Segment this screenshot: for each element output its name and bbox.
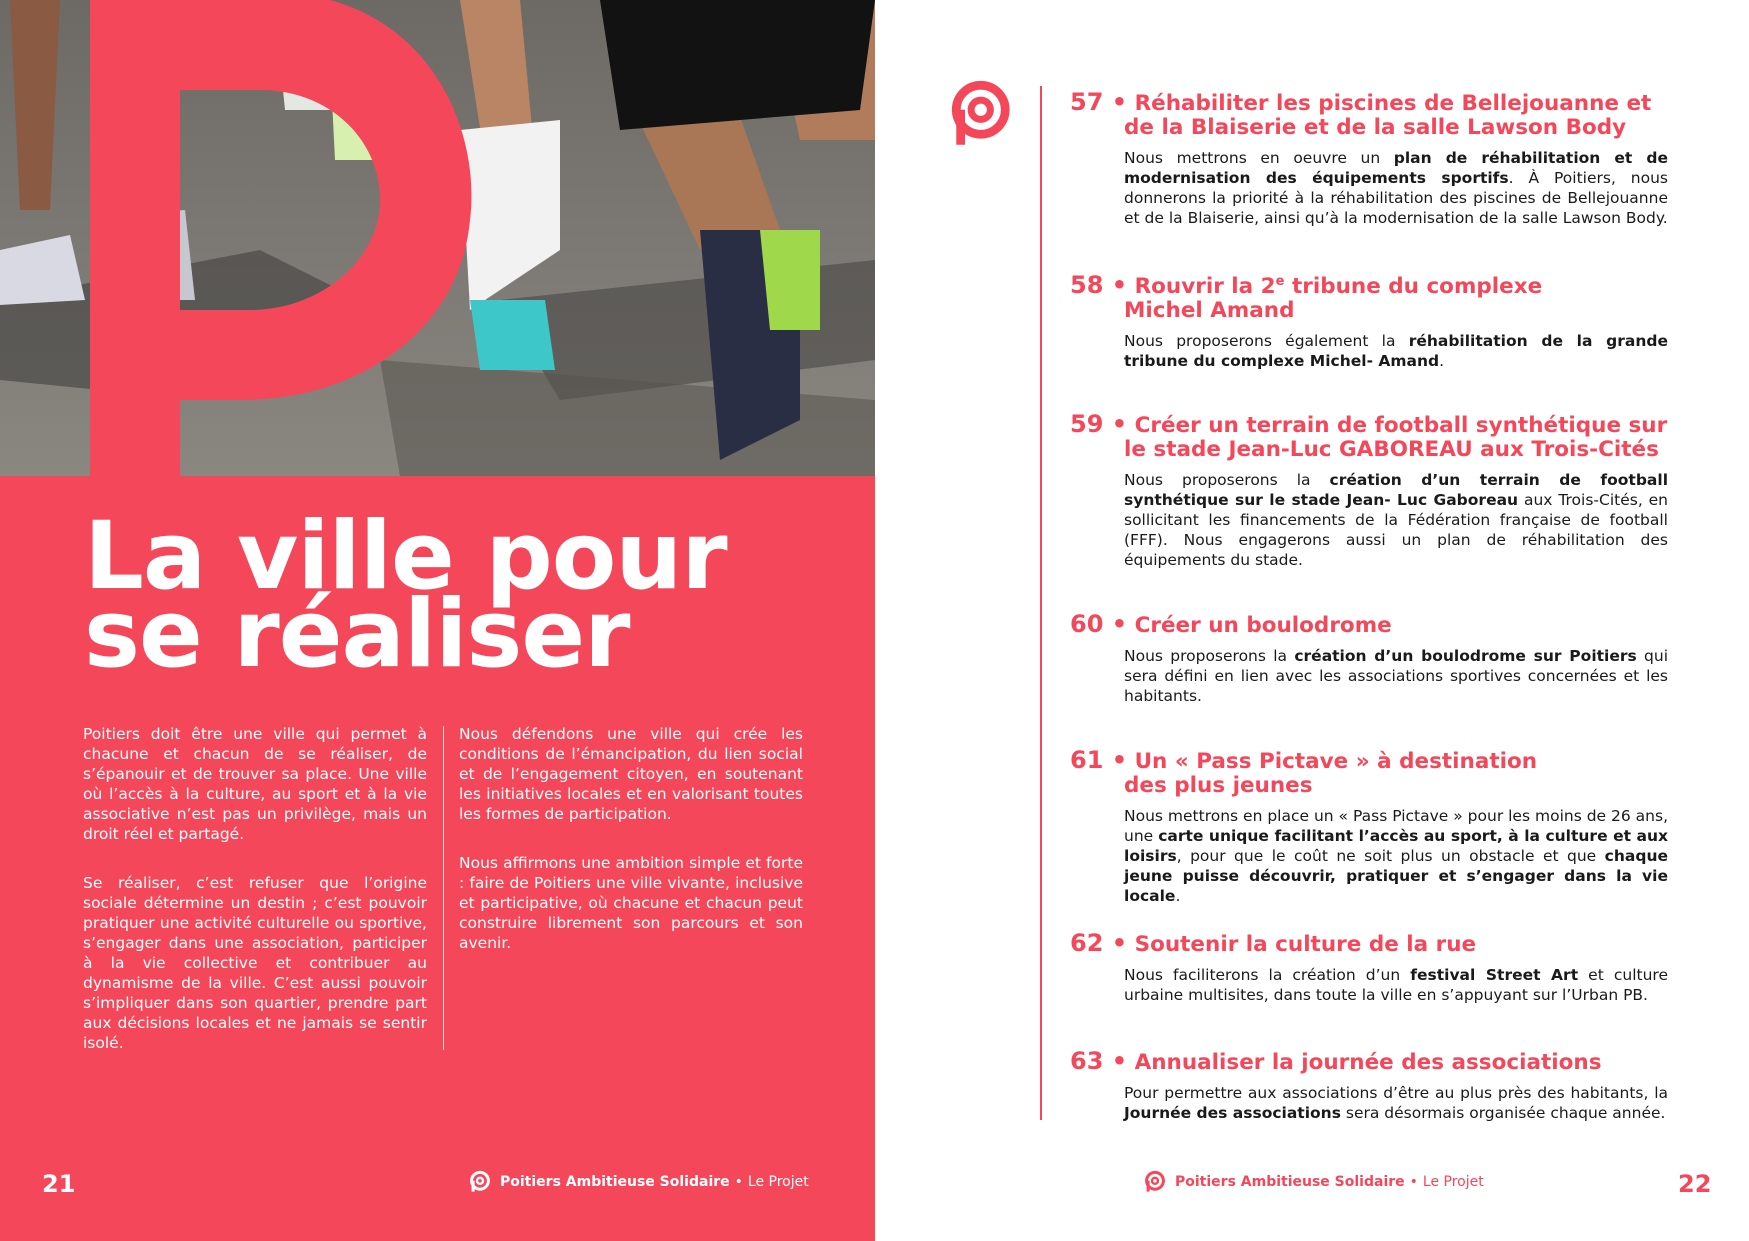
proposal-number: 57 •	[1070, 88, 1128, 116]
proposal-60	[1070, 612, 1668, 706]
intro-paragraph: Nous défendons une ville qui crée les conditions de l’émancipation, du lien social et de l’engagement citoyen, en soutenant les initiatives locales et en valorisant toutes les formes de participation.	[459, 725, 803, 823]
proposal-text: Nous proposerons la création d’un terrain de football synthétique sur le stade Jean- Luc Gaboreau aux Trois-Cités, en sollicitant les financements de la Fédération française de football (FFF). Nous engagerons aussi un plan de réhabilitation des équipements du stade.	[1124, 471, 1669, 569]
proposal-number: 58 •	[1070, 271, 1128, 300]
proposal-58	[1070, 270, 1668, 371]
proposal-text: Nous mettrons en oeuvre un plan de réhabilitation et de modernisation des équipements sportifs. À Poitiers, nous donnerons la priorité à la réhabilitation des piscines de Bellejouanne et de la Blaiserie, ainsi qu’à la modernisation de la salle Lawson Body.	[1124, 149, 1668, 227]
column-divider	[443, 726, 444, 1050]
proposal-number: 62 •	[1070, 929, 1128, 957]
footer-section: Le Projet	[747, 1174, 809, 1190]
footer-dot: •	[1409, 1174, 1418, 1190]
proposal-text: Nous proposerons la création d’un boulodrome sur Poitiers qui sera défini en lien avec les associations sportives concernées et les habitants.	[1124, 647, 1669, 705]
proposal-text: Nous faciliterons la création d’un festival Street Art et culture urbaine multisites, dans toute la ville en s’appuyant sur l’Urban PB.	[1124, 966, 1668, 1004]
proposal-title	[1070, 612, 1668, 638]
proposal-63	[1070, 1049, 1668, 1123]
intro-paragraph: Se réaliser, c’est refuser que l’origine sociale détermine un destin ; c’est pouvoir pratiquer une activité culturelle ou sportive, s’engager dans une association, participer à la vie collective et contribuer au dynamisme de la ville. C’est aussi pouvoir s’impliquer dans son quartier, prendre part aux décisions locales et ne jamais se sentir isolé.	[83, 874, 427, 1052]
brand-logo-icon	[944, 80, 1014, 150]
proposal-57	[1070, 90, 1668, 228]
proposal-text: Nous proposerons également la réhabilitation de la grande tribune du complexe Michel- Amand.	[1124, 332, 1668, 371]
proposal-title	[1070, 412, 1668, 462]
brand-logo-icon	[1143, 1170, 1167, 1194]
proposal-title-line1: Un « Pass Pictave » à destination	[1134, 749, 1538, 774]
intro-column-1	[83, 724, 427, 1082]
intro-paragraph: Poitiers doit être une ville qui permet à chacune et chacun de se réaliser, de s’épanouir et de trouver sa place. Une ville où l’accès à la culture, au sport et à la vie associative n’est pas un privilège, mais un droit réel et partagé.	[83, 725, 427, 843]
footer-section: Le Projet	[1422, 1174, 1484, 1190]
brand-logo-icon	[468, 1170, 492, 1194]
proposal-title-line1: Créer un terrain de football synthétique sur	[1134, 413, 1668, 438]
proposal-title-line2: de la Blaiserie et de la salle Lawson Body	[1124, 115, 1627, 140]
proposal-number: 61 •	[1070, 746, 1128, 774]
proposal-title	[1070, 931, 1668, 957]
proposal-title-line1a: Rouvrir la 2	[1134, 274, 1276, 300]
footer	[468, 1170, 809, 1194]
proposal-59	[1070, 412, 1668, 570]
footer-dot: •	[734, 1174, 743, 1190]
proposal-text: Nous mettrons en place un « Pass Pictave » pour les moins de 26 ans, une carte unique facilitant l’accès au sport, à la culture et aux loisirs, pour que le coût ne soit plus un obstacle et que chaque jeune puisse découvrir, pratiquer et s’engager dans la vie locale.	[1124, 807, 1668, 905]
proposal-number: 63 •	[1070, 1047, 1128, 1075]
proposal-title-line2: Michel Amand	[1124, 298, 1295, 324]
proposal-title-line1b: tribune du complexe	[1284, 274, 1543, 300]
proposal-title-line2: des plus jeunes	[1124, 773, 1313, 798]
proposal-title	[1070, 748, 1668, 798]
proposal-title	[1070, 270, 1668, 323]
intro-paragraph: Nous affirmons une ambition simple et forte : faire de Poitiers une ville vivante, inclusive et participative, où chacune et chacun peut construire librement son parcours et son avenir.	[459, 854, 803, 952]
proposal-title-line2: le stade Jean-Luc GABOREAU aux Trois-Cités	[1124, 437, 1659, 462]
footer-brand: Poitiers Ambitieuse Solidaire	[500, 1174, 730, 1190]
vertical-rule	[1040, 86, 1042, 1120]
proposal-title	[1070, 1049, 1668, 1075]
proposal-title-line1: Créer un boulodrome	[1134, 613, 1392, 638]
proposal-text: Pour permettre aux associations d’être au plus près des habitants, la Journée des associations sera désormais organisée chaque année.	[1124, 1084, 1668, 1122]
proposal-title-sup: e	[1275, 274, 1285, 289]
proposal-61	[1070, 748, 1668, 906]
proposal-title-line1: Annualiser la journée des associations	[1134, 1050, 1602, 1075]
intro-column-2	[459, 724, 803, 982]
footer	[1143, 1170, 1484, 1194]
page-title-line2: se réaliser	[84, 580, 630, 689]
proposal-title	[1070, 90, 1668, 140]
runners-photo-illustration	[0, 0, 875, 476]
proposal-title-line1: Soutenir la culture de la rue	[1134, 932, 1477, 957]
page-title	[84, 502, 727, 689]
runners-photo	[0, 0, 875, 476]
proposal-62	[1070, 931, 1668, 1005]
proposal-number: 59 •	[1070, 410, 1128, 438]
page-number: 21	[42, 1170, 76, 1198]
page-title-line1: La ville pour	[84, 502, 727, 611]
page-number: 22	[1678, 1170, 1712, 1198]
brand-logo	[944, 80, 1014, 154]
footer-brand: Poitiers Ambitieuse Solidaire	[1175, 1174, 1405, 1190]
proposal-number: 60 •	[1070, 610, 1128, 638]
proposal-title-line1: Réhabiliter les piscines de Bellejouanne et	[1134, 91, 1652, 116]
